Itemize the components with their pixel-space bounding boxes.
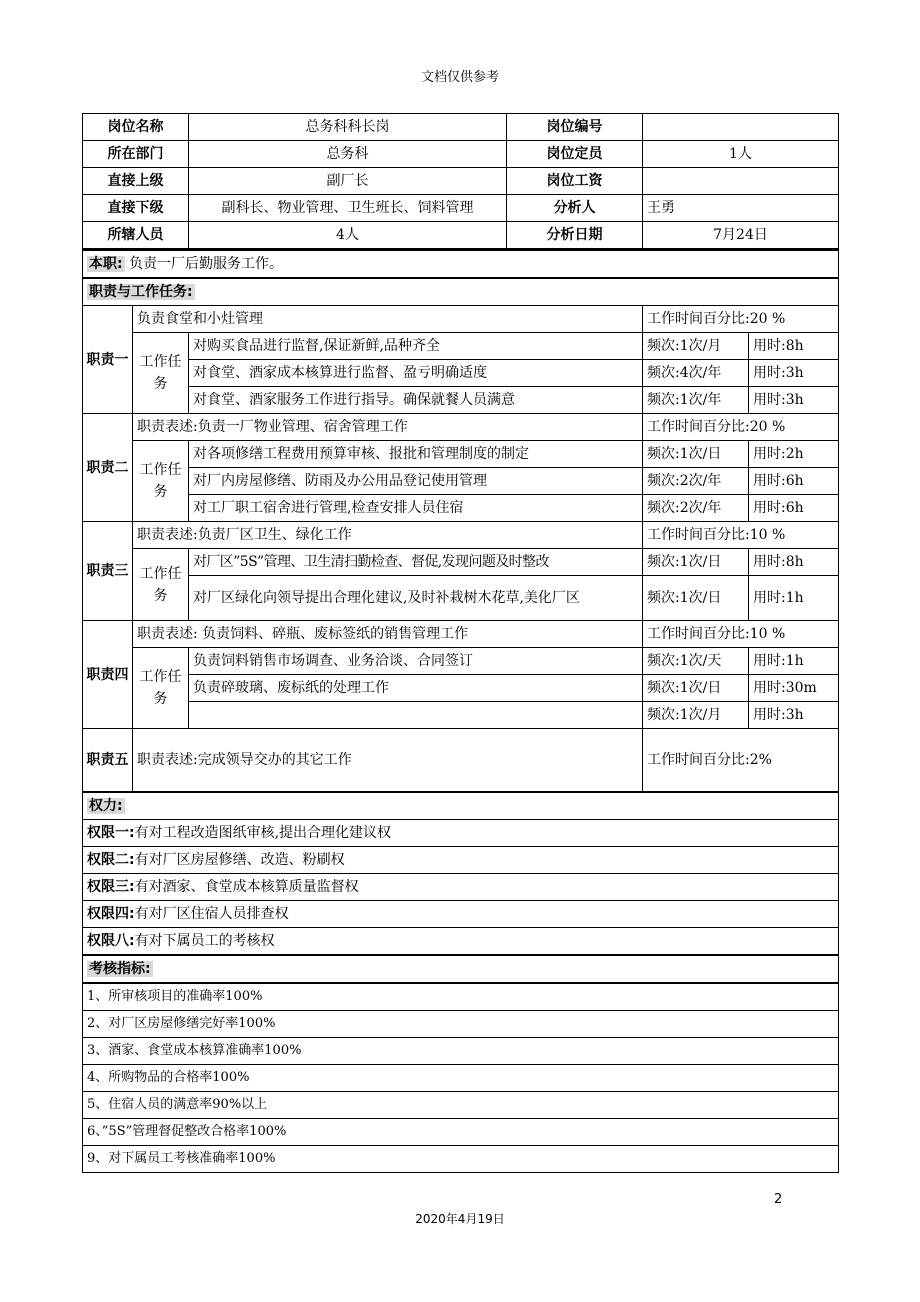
task-text: 对厂区”5S”管理、卫生清扫勤检查、督促,发现问题及时整改 xyxy=(189,549,643,576)
task-time: 用时:6h xyxy=(749,495,839,522)
people-label: 所辖人员 xyxy=(83,222,189,249)
duty-head: 职责二 xyxy=(83,414,133,522)
task-time: 用时:3h xyxy=(749,702,839,729)
task-head: 工作任务 xyxy=(133,441,189,522)
power-row: 权限二:有对厂区房屋修缮、改造、粉刷权 xyxy=(83,847,839,874)
task-text: 负责碎玻璃、废标纸的处理工作 xyxy=(189,675,643,702)
date-label: 分析日期 xyxy=(507,222,643,249)
date-value: 7月24日 xyxy=(643,222,839,249)
kpi-row: 4、所购物品的合格率100% xyxy=(83,1065,839,1092)
name-value: 总务科科长岗 xyxy=(189,114,507,141)
kpi-row: 6、”5S”管理督促整改合格率100% xyxy=(83,1119,839,1146)
task-freq: 频次:1次/日 xyxy=(643,675,749,702)
duty-head: 职责三 xyxy=(83,522,133,621)
task-time: 用时:6h xyxy=(749,468,839,495)
superior-label: 直接上级 xyxy=(83,168,189,195)
task-text: 对厂内房屋修缮、防雨及办公用品登记使用管理 xyxy=(189,468,643,495)
duty-desc: 职责表述:负责厂区卫生、绿化工作 xyxy=(133,522,643,549)
salary-label: 岗位工资 xyxy=(507,168,643,195)
task-freq: 频次:1次/月 xyxy=(643,702,749,729)
duty-pct: 工作时间百分比:20 % xyxy=(643,414,839,441)
task-freq: 频次:1次/天 xyxy=(643,648,749,675)
mission-text: 负责一厂后勤服务工作。 xyxy=(129,256,284,272)
task-time: 用时:8h xyxy=(749,549,839,576)
power-row: 权限三:有对酒家、食堂成本核算质量监督权 xyxy=(83,874,839,901)
task-time: 用时:2h xyxy=(749,441,839,468)
duty-pct: 工作时间百分比:2% xyxy=(643,729,839,793)
salary-value xyxy=(643,168,839,195)
people-value: 4人 xyxy=(189,222,507,249)
duty-head: 职责一 xyxy=(83,306,133,414)
task-time: 用时:30m xyxy=(749,675,839,702)
powers-section-header: 权力: xyxy=(83,792,839,820)
name-label: 岗位名称 xyxy=(83,114,189,141)
duty-head: 职责四 xyxy=(83,621,133,729)
task-text: 对购买食品进行监督,保证新鲜,品种齐全 xyxy=(189,333,643,360)
sub-value: 副科长、物业管理、卫生班长、饲料管理 xyxy=(189,195,507,222)
task-time: 用时:1h xyxy=(749,648,839,675)
power-row: 权限八:有对下属员工的考核权 xyxy=(83,928,839,956)
duty-head: 职责五 xyxy=(83,729,133,793)
duty-pct: 工作时间百分比:10 % xyxy=(643,621,839,648)
dept-value: 总务科 xyxy=(189,141,507,168)
task-time: 用时:3h xyxy=(749,387,839,414)
superior-value: 副厂长 xyxy=(189,168,507,195)
task-text: 对工厂职工宿舍进行管理,检查安排人员住宿 xyxy=(189,495,643,522)
task-freq: 频次:2次/年 xyxy=(643,468,749,495)
power-row: 权限一:有对工程改造图纸审核,提出合理化建议权 xyxy=(83,820,839,847)
page-number: 2 xyxy=(774,1192,783,1207)
duty-desc: 负责食堂和小灶管理 xyxy=(133,306,643,333)
duty-pct: 工作时间百分比:20 % xyxy=(643,306,839,333)
task-time: 用时:1h xyxy=(749,576,839,621)
kpi-row: 2、对厂区房屋修缮完好率100% xyxy=(83,1011,839,1038)
header-note: 文档仅供参考 xyxy=(420,70,499,85)
sub-label: 直接下级 xyxy=(83,195,189,222)
kpi-row: 5、住宿人员的满意率90%以上 xyxy=(83,1092,839,1119)
task-text: 对食堂、酒家成本核算进行监督、盈亏明确适度 xyxy=(189,360,643,387)
duty-desc: 职责表述:完成领导交办的其它工作 xyxy=(133,729,643,793)
task-text: 对各项修缮工程费用预算审核、报批和管理制度的制定 xyxy=(189,441,643,468)
task-head: 工作任务 xyxy=(133,333,189,414)
task-text xyxy=(189,702,643,729)
mission-label: 本职: xyxy=(89,256,123,272)
task-freq: 频次:1次/日 xyxy=(643,549,749,576)
job-description-form xyxy=(82,113,838,1173)
duties-section-header: 职责与工作任务: xyxy=(83,278,839,306)
duty-desc: 职责表述: 负责饲料、碎瓶、废标签纸的销售管理工作 xyxy=(133,621,643,648)
duty-pct: 工作时间百分比:10 % xyxy=(643,522,839,549)
mission-row xyxy=(83,250,839,278)
task-freq: 频次:4次/年 xyxy=(643,360,749,387)
task-freq: 频次:1次/月 xyxy=(643,333,749,360)
footer-date: 2020年4月19日 xyxy=(415,1212,505,1226)
duties-table xyxy=(82,249,839,1173)
task-freq: 频次:1次/日 xyxy=(643,441,749,468)
task-time: 用时:8h xyxy=(749,333,839,360)
task-time: 用时:3h xyxy=(749,360,839,387)
task-head: 工作任务 xyxy=(133,648,189,729)
analyst-label: 分析人 xyxy=(507,195,643,222)
task-head: 工作任务 xyxy=(133,549,189,621)
power-row: 权限四:有对厂区住宿人员排查权 xyxy=(83,901,839,928)
task-text: 对食堂、酒家服务工作进行指导。确保就餐人员满意 xyxy=(189,387,643,414)
kpi-row: 1、所审核项目的准确率100% xyxy=(83,983,839,1011)
dept-label: 所在部门 xyxy=(83,141,189,168)
staff-value: 1人 xyxy=(643,141,839,168)
task-text: 负责饲料销售市场调查、业务洽谈、合同签订 xyxy=(189,648,643,675)
kpi-section-header: 考核指标: xyxy=(83,955,839,983)
task-freq: 频次:2次/年 xyxy=(643,495,749,522)
staff-label: 岗位定员 xyxy=(507,141,643,168)
task-freq: 频次:1次/年 xyxy=(643,387,749,414)
task-text: 对厂区绿化向领导提出合理化建议,及时补栽树木花草,美化厂区 xyxy=(189,576,643,621)
kpi-row: 9、对下属员工考核准确率100% xyxy=(83,1146,839,1173)
duty-desc: 职责表述:负责一厂物业管理、宿舍管理工作 xyxy=(133,414,643,441)
code-value xyxy=(643,114,839,141)
analyst-value: 王勇 xyxy=(643,195,839,222)
kpi-row: 3、酒家、食堂成本核算准确率100% xyxy=(83,1038,839,1065)
info-table xyxy=(82,113,839,249)
task-freq: 频次:1次/日 xyxy=(643,576,749,621)
code-label: 岗位编号 xyxy=(507,114,643,141)
